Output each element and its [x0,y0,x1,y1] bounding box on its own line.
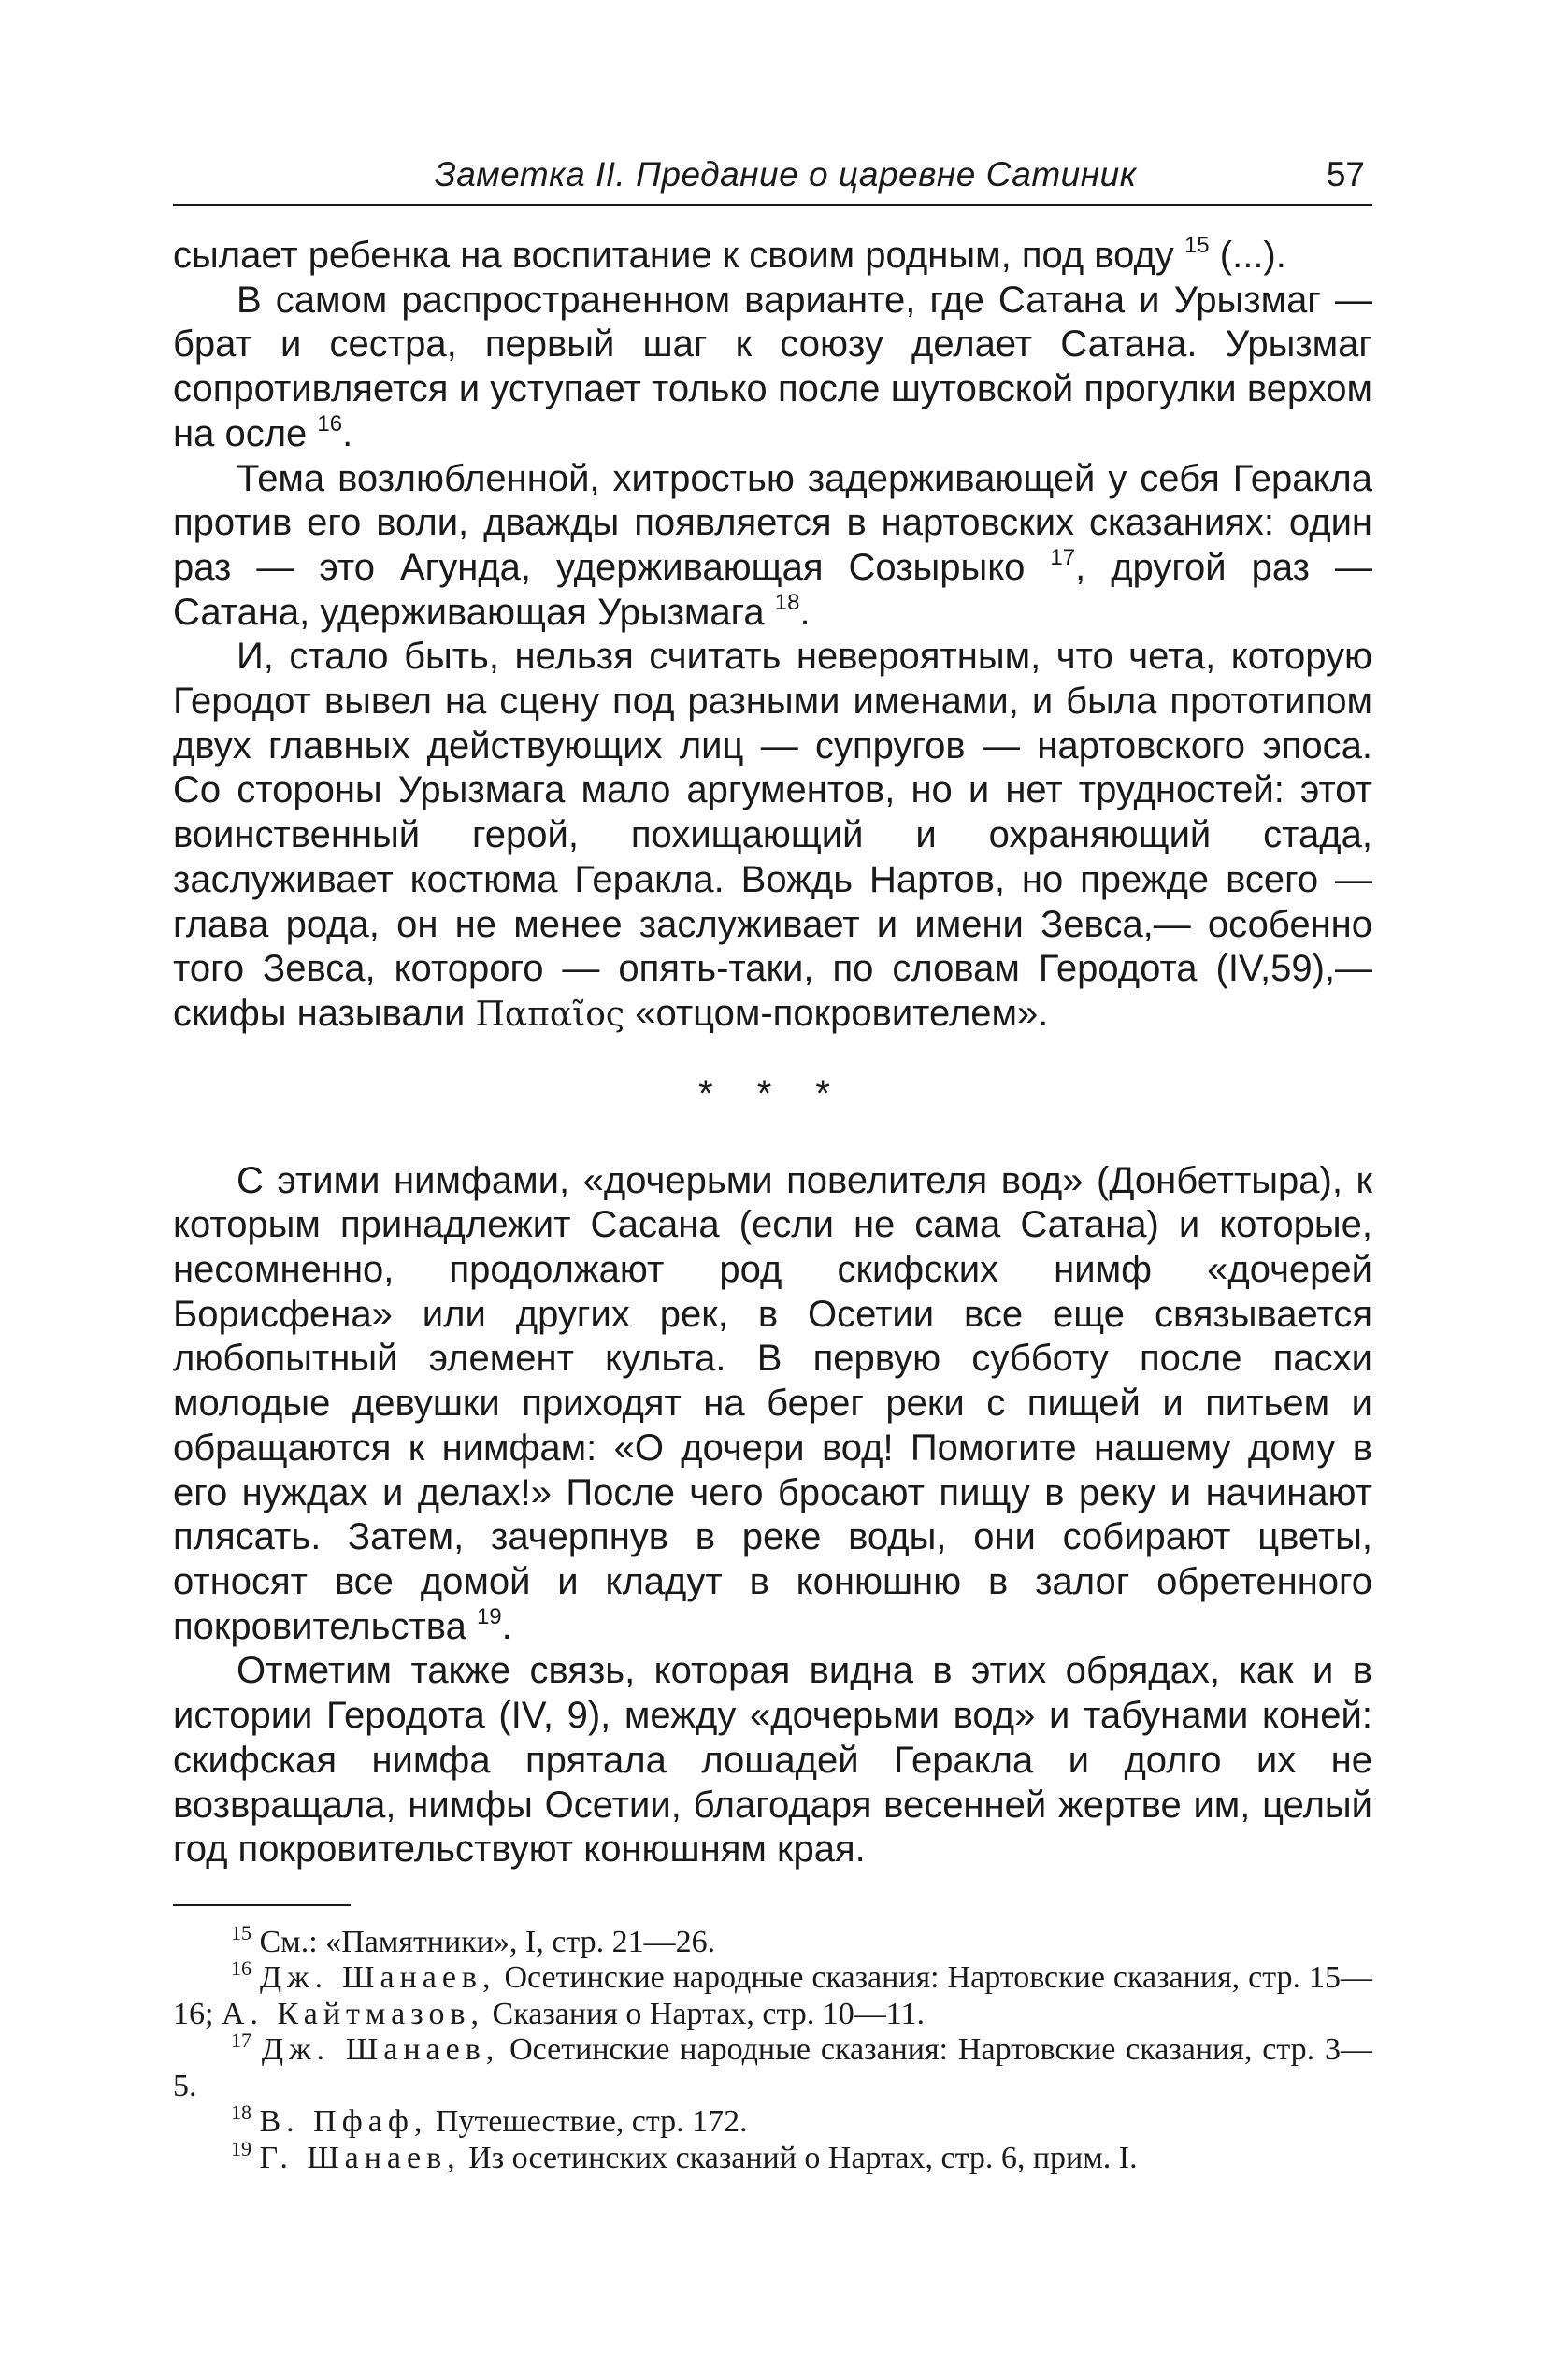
footnote-author: В. Пфаф, [259,2104,428,2140]
footnote-rule [173,1904,351,1906]
footnote-ref-19: 19 [476,1603,502,1629]
footnote-author: А. Кайтмазов, [221,1996,485,2031]
paragraph-1: сылает ребенка на воспитание к своим родным, под воду $^{15}$ (...). [173,233,1286,276]
footnote-17: $^{17}$ Дж. Шанаев, Осетинские народные сказания: Нартовские сказания, стр. 3—5. [173,2029,1372,2103]
page-number: 57 [1326,155,1365,194]
running-header [173,148,1372,206]
footnote-ref-16: 16 [317,410,343,437]
paragraph-5: С этими нимфами, «дочерьми повелителя вод» (Донбеттыра), к которым принадлежит Сасана (если не сама Сатана) и которые, несомненно, продолжают род скифских нимф «дочерей Борисфена» или других рек, в Осетии все еще связывается любопытный элемент культа. В первую субботу после пасхи молодые девушки приходят на берег реки с пищей и питьем и обращаются к нимфам: «О дочери вод! Помогите нашему дому в его нуждах и делах!» После чего бросают пищу в реку и начинают плясать. Затем, зачерпнув в реке воды, они собирают цветы, относят все домой и кладут в конюшню в залог обретенного покровительства $^{19}$. [173,1159,1372,1647]
footnote-ref-15: 15 [1184,233,1210,258]
footnote-18: $^{18}$ В. Пфаф, Путешествие, стр. 172. [231,2100,748,2140]
footnote-author: Дж. Шанаев, [261,2032,500,2068]
greek-word: Παπαῖος [475,995,625,1034]
footnote-ref-18: 18 [774,589,800,615]
footnote-ref-17: 17 [1050,544,1076,570]
book-page [173,148,1372,2176]
paragraph-6: Отметим также связь, которая видна в этих обрядах, как и в истории Геродота (IV, 9), между «дочерьми вод» и табунами коней: скифская нимфа прятала лошадей Геракла и долго их не возвращала, нимфы Осетии, благодаря весенней жертве им, целый год покровительствуют конюшням края. [173,1650,1372,1871]
footnote-15: $^{15}$ См.: «Памятники», I, стр. 21—26. [231,1920,716,1959]
body-text [173,234,1372,1872]
paragraph-4: И, стало быть, нельзя считать невероятным, что чета, которую Геродот вывел на сцену под разными именами, и была прототипом двух главных действующих лиц — супругов — нартовского эпоса. Со стороны Урызмага мало аргументов, но и нет трудностей: этот воинственный герой, похищающий и охраняющий стада, заслуживает костюма Геракла. Вождь Нартов, но прежде всего — глава рода, он не менее заслуживает и имени Зевса,— особенно того Зевса, которого — опять-таки, по словам Геродота (IV,59),— скифы называли Παπαῖος «отцом-покровителем». [173,636,1372,1034]
footnote-author: Дж. Шанаев, [259,1960,496,1996]
paragraph-3: Тема возлюбленной, хитростью задерживающей у себя Геракла против его воли, дважды появляется в нартовских сказаниях: один раз — это Агунда, удерживающая Созырыко $^{17}$, другой раз — Сатана, удерживающая Урызмага $^{18}$. [173,457,1372,633]
paragraph-2: В самом распространенном варианте, где Сатана и Урызмаг — брат и сестра, первый шаг к союзу делает Сатана. Урызмаг сопротивляется и уступает только после шутовской прогулки верхом на осле $^{16}$. [173,279,1372,454]
footnote-19: $^{19}$ Г. Шанаев, Из осетинских сказаний о Нартах, стр. 6, прим. I. [231,2136,1138,2175]
footnote-author: Г. Шанаев, [259,2140,461,2175]
section-separator: * * * [698,1072,847,1114]
header-title: Заметка II. Предание о царевне Сатиник [435,155,1137,194]
footnotes [173,1920,1372,2177]
footnote-16: $^{16}$ Дж. Шанаев, Осетинские народные сказания: Нартовские сказания, стр. 15—16; А. Кайтмазов, Сказания о Нартах, стр. 10—11. [173,1957,1372,2031]
